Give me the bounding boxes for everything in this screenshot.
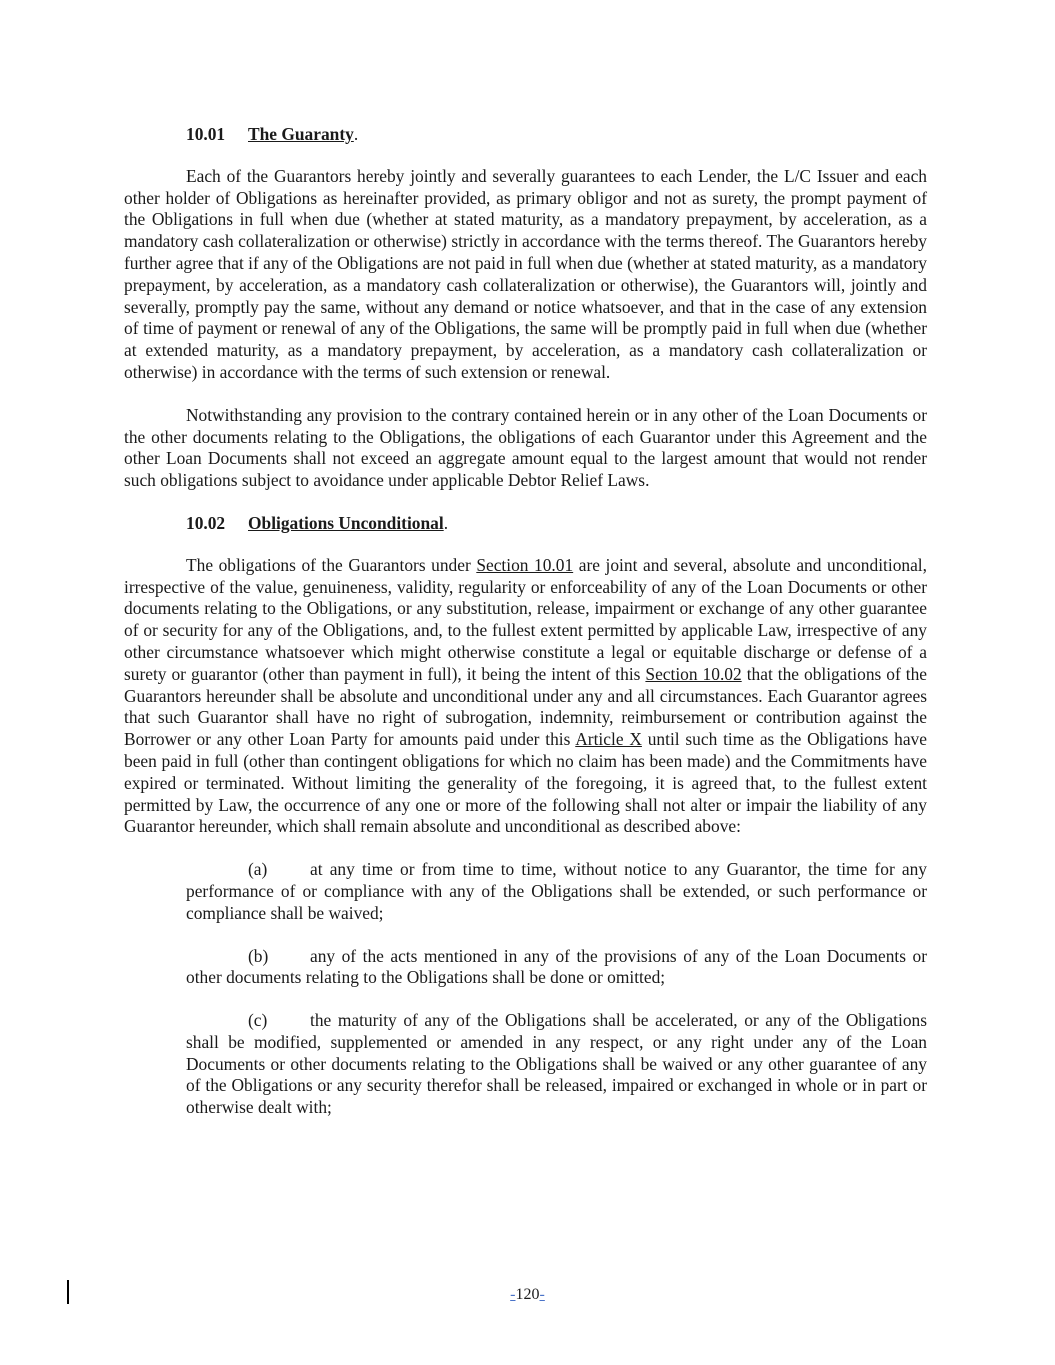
cross-reference-link[interactable]: Section 10.01: [476, 554, 574, 575]
limitation-paragraph: Notwithstanding any provision to the contrary contained herein or in any other of the Loan Documents or the other documents relating to the Obligations, the obligations of each Guarantor under this Agreement and the other Loan Documents shall not exceed an aggregate amount equal to the largest amount that would not render such obligations subject to avoidance under applicable Debtor Relief Laws.: [124, 404, 927, 491]
body-text: until such time as the Obligations have been paid in full (other than contingent obligations for which no claim has been made) and the Commitments have expired or terminated. Without limiting the generality of the foregoing, it is agreed that, to the fullest extent permitted by Law, the occurrence of any one or more of the following shall not alter or impair the liability of any Guarantor hereunder, which shall remain absolute and unconditional as described above:: [124, 729, 927, 837]
section-title: The Guaranty: [248, 124, 354, 144]
page-number-dash: -: [539, 1286, 545, 1303]
list-item-a: [186, 859, 927, 924]
section-heading-10-02: [186, 513, 927, 535]
document-page: [124, 124, 927, 1140]
obligations-unconditional-paragraph: [124, 555, 927, 838]
list-item-c: [186, 1010, 927, 1119]
list-item-text: the maturity of any of the Obligations shall be accelerated, or any of the Obligations shall be modified, supplemented or amended in any respect, or any right under any of the Loan Documents or other documents relating to the Obligations shall be waived or any other guarantee of any of the Obligations or any security therefor shall be released, impaired or exchanged in whole or in part or otherwise dealt with;: [186, 1010, 927, 1118]
cross-reference-link[interactable]: Article X: [575, 729, 642, 750]
page-number-value: 120: [515, 1286, 540, 1303]
list-item-label: (a): [248, 859, 268, 880]
section-number: 10.02: [186, 512, 226, 533]
section-number: 10.01: [186, 124, 226, 144]
list-item-label: (b): [248, 945, 269, 966]
heading-period: .: [353, 124, 359, 144]
page-number: [0, 1285, 1055, 1305]
section-title: Obligations Unconditional: [248, 512, 444, 533]
body-text: The obligations of the Guarantors under: [186, 554, 477, 575]
cross-reference-link[interactable]: Section 10.02: [645, 663, 742, 684]
list-item-text: at any time or from time to time, without notice to any Guarantor, the time for any performance of or compliance with any of the Obligations shall be extended, or such performance or compliance shall be waived;: [186, 859, 927, 923]
list-item-b: [186, 946, 927, 990]
guaranty-paragraph: Each of the Guarantors hereby jointly and severally guarantees to each Lender, the L/C Issuer and each other holder of Obligations as hereinafter provided, as primary obligor and not as surety, the prompt payment of the Obligations in full when due (whether at stated maturity, as a mandatory prepayment, by acceleration, as a mandatory cash collateralization or otherwise) strictly in accordance with the terms thereof. The Guarantors hereby further agree that if any of the Obligations are not paid in full when due (whether at stated maturity, as a mandatory prepayment, by acceleration, as a mandatory cash collateralization or otherwise), the Guarantors will, jointly and severally, promptly pay the same, without any demand or notice whatsoever, and that in the case of any extension of time of payment or renewal of any of the Obligations, the same will be promptly paid in full when due (whether at extended maturity, as a mandatory prepayment, by acceleration, as a mandatory cash collateralization or otherwise) in accordance with the terms of such extension or renewal.: [124, 165, 927, 382]
body-text: that the obligations of the Guarantors hereunder shall be absolute and unconditional under any and all circumstances. Each Guarantor agrees that such Guarantor shall have no right of subrogation, indemnity, reimbursement or contribution against the Borrower or any other Loan Party for amounts paid under this: [124, 663, 927, 750]
section-heading-10-01: [186, 124, 927, 146]
list-item-text: any of the acts mentioned in any of the provisions of any of the Loan Documents or other documents relating to the Obligations shall be done or omitted;: [186, 945, 927, 988]
heading-period: .: [443, 512, 449, 533]
page-number-dash: -: [510, 1286, 516, 1303]
list-item-label: (c): [248, 1010, 268, 1031]
body-text: are joint and several, absolute and unconditional, irrespective of the value, genuineness, validity, regularity or enforceability of any of the Loan Documents or other documents relating to the Obligations, or any substitution, release, impairment or exchange of any other guarantee of or security for any of the Obligations, and, to the fullest extent permitted by applicable Law, irrespective of any other circumstance whatsoever which might otherwise constitute a legal or equitable discharge or defense of a surety or guarantor (other than payment in full), it being the intent of this: [124, 554, 927, 684]
